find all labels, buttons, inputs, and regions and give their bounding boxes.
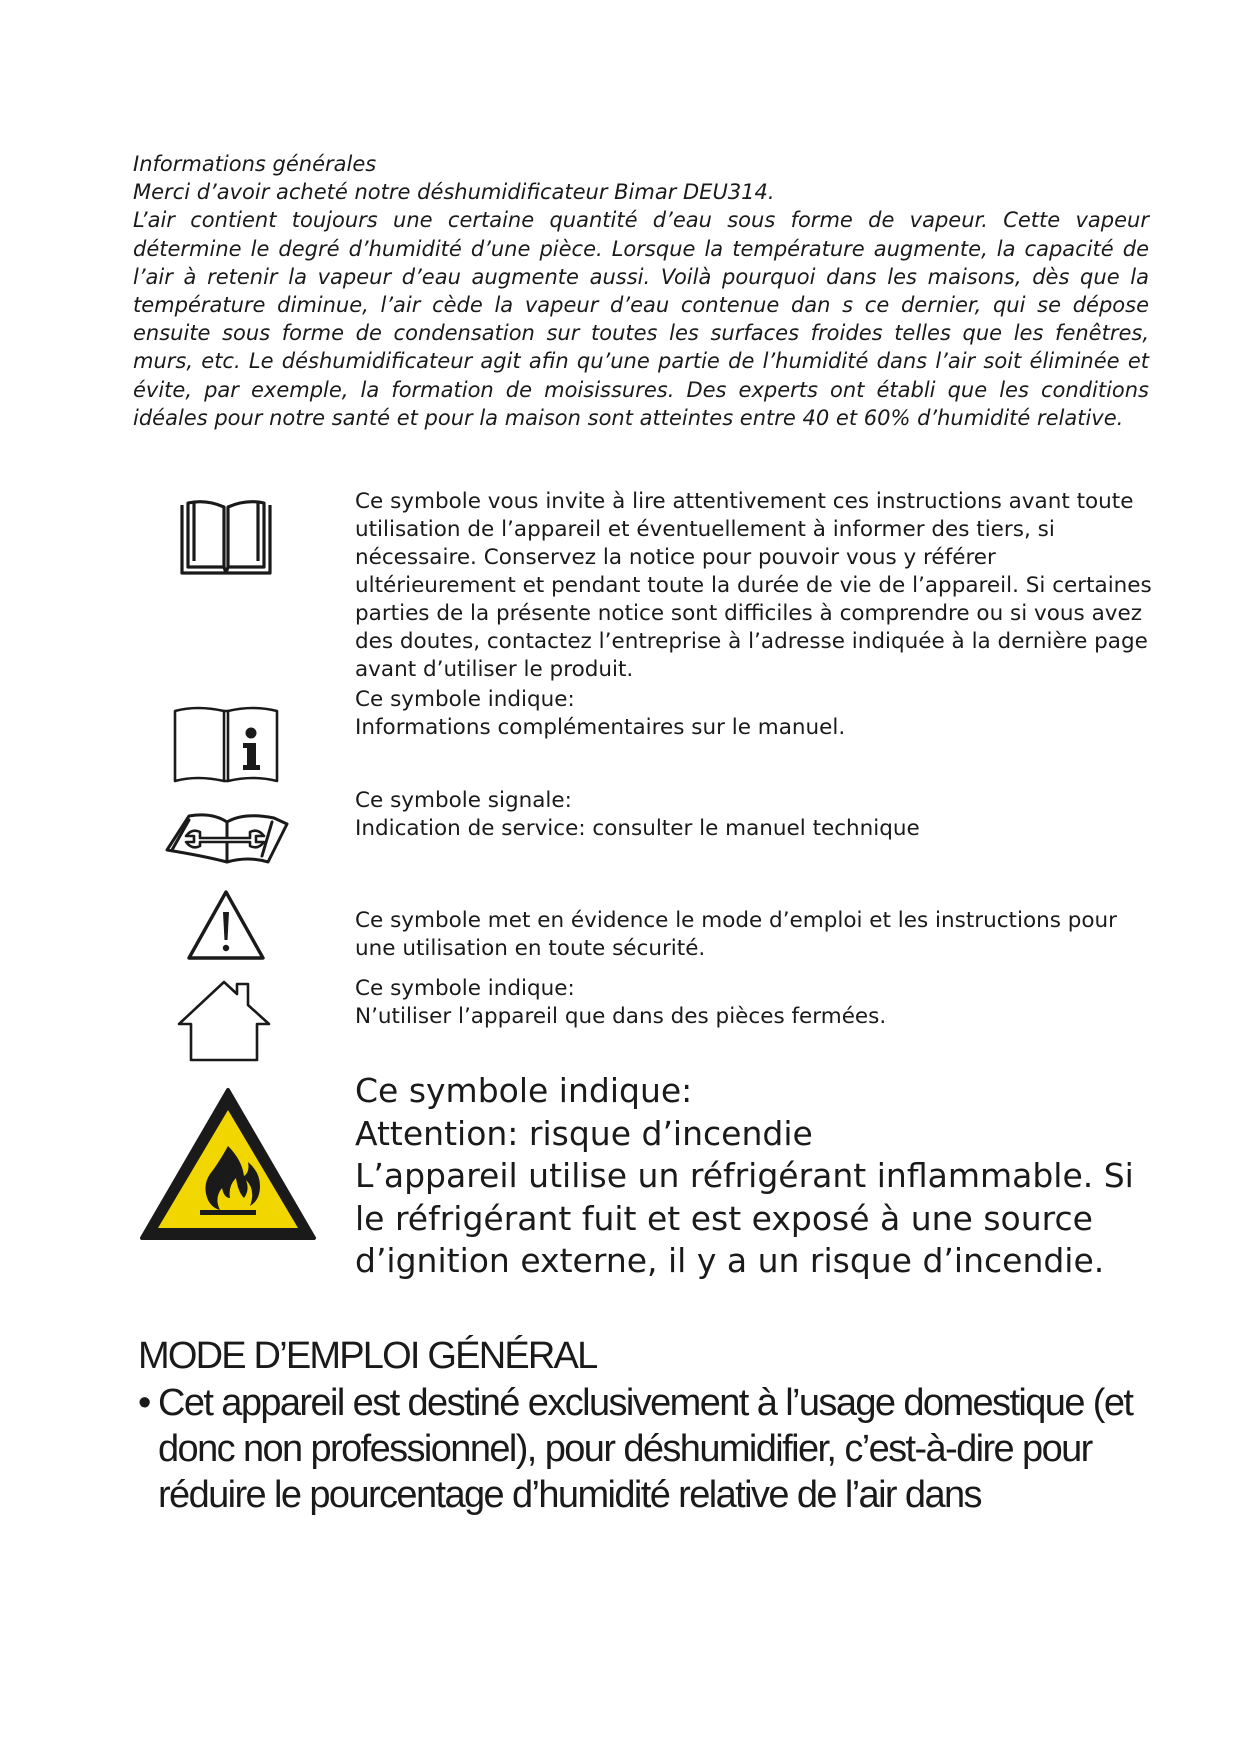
indoor-symbol-text: Ce symbole indique: N’utiliser l’appareil que dans des pièces fermées. [355, 976, 887, 1029]
info-symbol-text: Ce symbole indique: Informations complémentaires sur le manuel. [355, 687, 846, 740]
manual-symbol-text: Ce symbole vous invite à lire attentivement ces instructions avant toute utilisation de l’appareil et éventuellement à informer des tiers, si nécessaire. Conservez la notice pour pouvoir vous y référer ultérieurement et pendant toute la durée de vie de l’appareil. Si certaines parties de la présente notice sont difficiles à comprendre ou si vous avez des doutes, contactez l’entreprise à l’adresse indiquée à la dernière page avant d’utiliser le produit. [355, 489, 1152, 682]
fire-symbol-text: Ce symbole indique: Attention: risque d’incendie L’appareil utilise un réfrigérant inflammable. Si le réfrigérant fuit et est exposé à une source d’ignition externe, il y a un risque d’incendie. [355, 1071, 1134, 1280]
bullet-icon: • [138, 1382, 150, 1424]
intro-heading: Informations générales [133, 152, 377, 176]
mode-emploi-item [138, 1380, 1148, 1518]
open-book-icon [178, 497, 274, 577]
flammable-warning-icon [138, 1086, 318, 1242]
warning-triangle-icon [185, 888, 267, 962]
service-symbol-text: Ce symbole signale: Indication de service: consulter le manuel technique [355, 788, 920, 841]
mode-emploi-title: MODE D’EMPLOI GÉNÉRAL [138, 1335, 597, 1377]
wrench-book-icon [164, 806, 290, 868]
mode-emploi-text: Cet appareil est destiné exclusivement à l’usage domestique (et donc non professionnel), pour déshumidifier, c’est-à-dire pour réduire le pourcentage d’humidité relative de l’air dans [158, 1382, 1133, 1516]
info-book-icon [172, 703, 280, 783]
intro-paragraph: L’air contient toujours une certaine quantité d’eau sous forme de vapeur. Cette vapeur détermine le degré d’humidité d’une pièce. Lorsque la température augmente, la capacité de l’air à retenir la vapeur d’eau augmente aussi. Voilà pourquoi dans les maisons, dès que la température diminue, l’air cède la vapeur d’eau contenue dan s ce dernier, qui se dépose ensuite sous forme de condensation sur toutes les surfaces froides telles que les fenêtres, murs, etc. Le déshumidificateur agit afin qu’une partie de l’humidité dans l’air soit éliminée et évite, par exemple, la formation de moisissures. Des experts ont établi que les conditions idéales pour notre santé et pour la maison sont atteintes entre 40 et 60% d’humidité relative. [133, 208, 1149, 430]
intro-section [133, 150, 1149, 432]
intro-thanks: Merci d’avoir acheté notre déshumidificateur Bimar DEU314. [133, 180, 775, 205]
house-icon [175, 978, 273, 1064]
warning-symbol-text: Ce symbole met en évidence le mode d’emploi et les instructions pour une utilisation en toute sécurité. [355, 908, 1118, 961]
